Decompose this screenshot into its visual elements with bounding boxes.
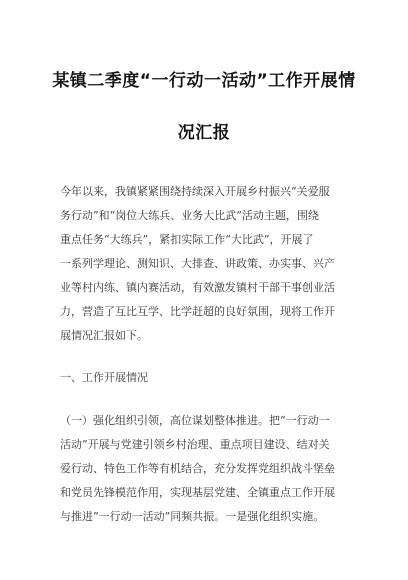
section-paragraph — [60, 409, 350, 529]
intro-paragraph — [60, 180, 350, 348]
intro-line: 重点任务“大练兵”，紧扣实际工作“大比武”，开展了 — [60, 233, 314, 246]
intro-line: 展情况汇报如下。 — [60, 329, 148, 342]
document-title-line-2: 况汇报 — [177, 123, 231, 143]
document-title-line-1: 某镇二季度“一行动一活动”工作开展情 — [52, 71, 356, 91]
section-line: 与推进“一行动一活动”同频共振。一是强化组织实施。 — [60, 510, 325, 523]
section-line: 爱行动、特色工作等有机结合，充分发挥党组织战斗堡垒 — [60, 462, 335, 475]
section-line: （一）强化组织引领，高位谋划整体推进。把“一行动一 — [60, 414, 330, 427]
intro-line: 今年以来，我镇紧紧围绕持续深入开展乡村振兴“关爱服 — [60, 185, 330, 198]
section-line: 和党员先锋模范作用，实现基层党建、全镇重点工作开展 — [60, 486, 335, 499]
intro-line: 一系列学理论、测知识、大排查、讲政策、办实事、兴产 — [60, 257, 335, 270]
section-heading: 一、工作开展情况 — [60, 371, 148, 384]
intro-line: 业等村内练、镇内赛活动，有效激发镇村干部干事创业活 — [60, 281, 335, 294]
intro-line: 务行动”和“岗位大练兵、业务大比武”活动主题，围绕 — [60, 209, 319, 222]
section-line: 活动”开展与党建引领乡村治理、重点项目建设、结对关 — [60, 438, 330, 451]
intro-line: 力，营造了互比互学、比学赶超的良好氛围，现将工作开 — [60, 305, 335, 318]
